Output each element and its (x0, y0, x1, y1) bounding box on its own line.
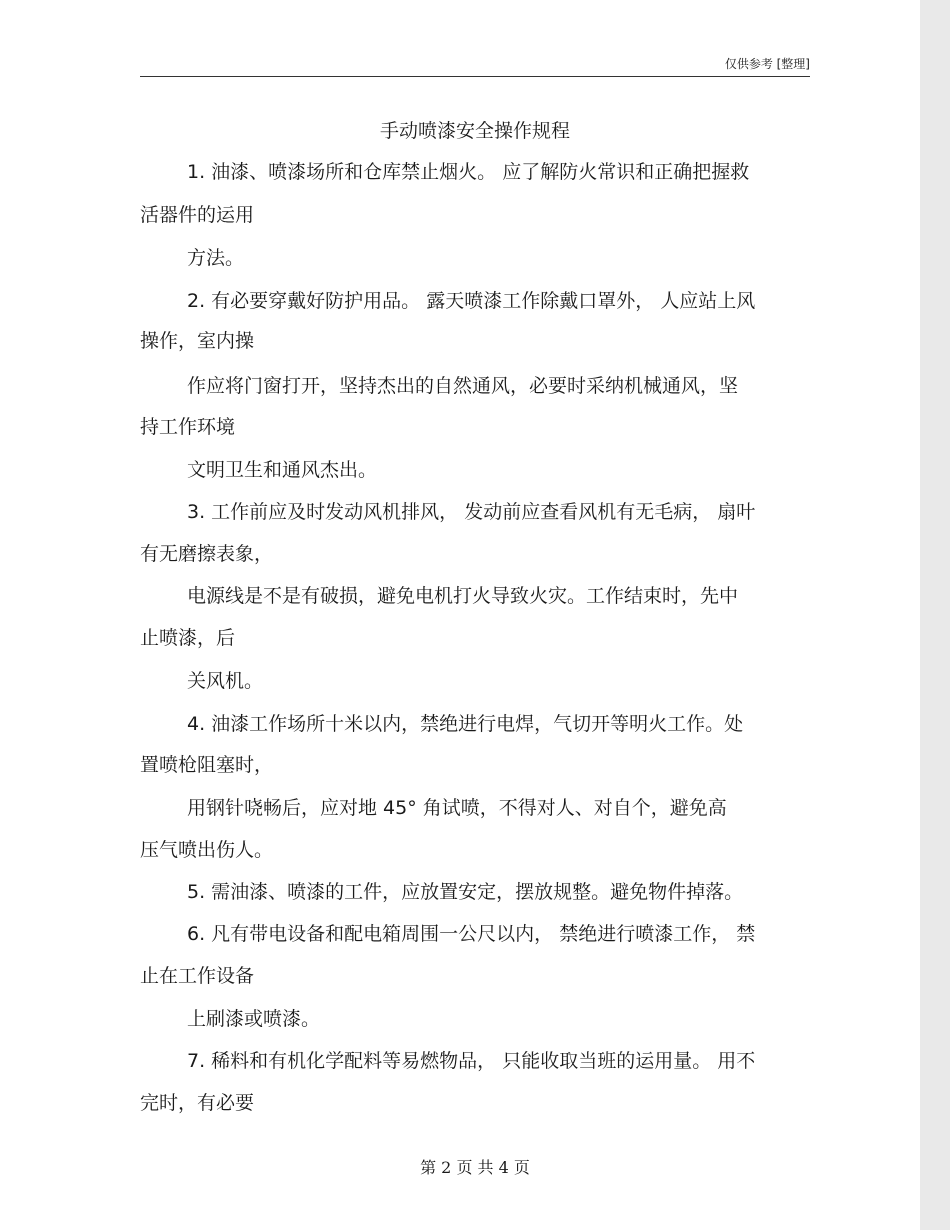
text-line: 7. 稀料和有机化学配料等易燃物品， 只能收取当班的运用量。 用不 (187, 1050, 756, 1072)
text-line: 2. 有必要穿戴好防护用品。 露天喷漆工作除戴口罩外， 人应站上风 (187, 290, 756, 312)
text-line: 止喷漆，后 (140, 627, 236, 649)
text-line: 5. 需油漆、喷漆的工件，应放置安定，摆放规整。避免物件掉落。 (187, 881, 744, 903)
text-line: 电源线是不是有破损，避免电机打火导致火灾。工作结束时，先中 (187, 585, 739, 607)
text-line: 用钢针哓畅后，应对地 45° 角试喷，不得对人、对自个，避免高 (187, 797, 727, 819)
text-line: 作应将门窗打开，坚持杰出的自然通风，必要时采纳机械通风，坚 (187, 375, 739, 397)
text-line: 压气喷出伤人。 (140, 839, 274, 861)
text-line: 关风机。 (187, 670, 264, 692)
text-line: 文明卫生和通风杰出。 (187, 459, 378, 481)
text-line: 置喷枪阻塞时， (140, 754, 274, 776)
text-line: 3. 工作前应及时发动风机排风， 发动前应查看风机有无毛病， 扇叶 (187, 501, 756, 523)
text-line: 6. 凡有带电设备和配电箱周围一公尺以内， 禁绝进行喷漆工作， 禁 (187, 923, 756, 945)
text-line: 4. 油漆工作场所十米以内，禁绝进行电焊，气切开等明火工作。处 (187, 713, 744, 735)
text-line: 止在工作设备 (140, 965, 255, 987)
text-line: 方法。 (187, 247, 245, 269)
page-header: 仅供参考 [整理] (724, 57, 810, 71)
text-line: 有无磨擦表象， (140, 543, 274, 565)
text-line: 完时，有必要 (140, 1092, 255, 1114)
text-line: 持工作环境 (140, 416, 236, 438)
page-footer: 第 2 页 共 4 页 (420, 1158, 530, 1177)
header-divider (140, 76, 810, 77)
text-line: 操作，室内操 (140, 330, 255, 352)
text-line: 活器件的运用 (140, 204, 255, 226)
text-line: 上刷漆或喷漆。 (187, 1008, 321, 1030)
text-line: 1. 油漆、喷漆场所和仓库禁止烟火。 应了解防火常识和正确把握救 (187, 161, 750, 183)
document-title: 手动喷漆安全操作规程 (379, 120, 570, 142)
